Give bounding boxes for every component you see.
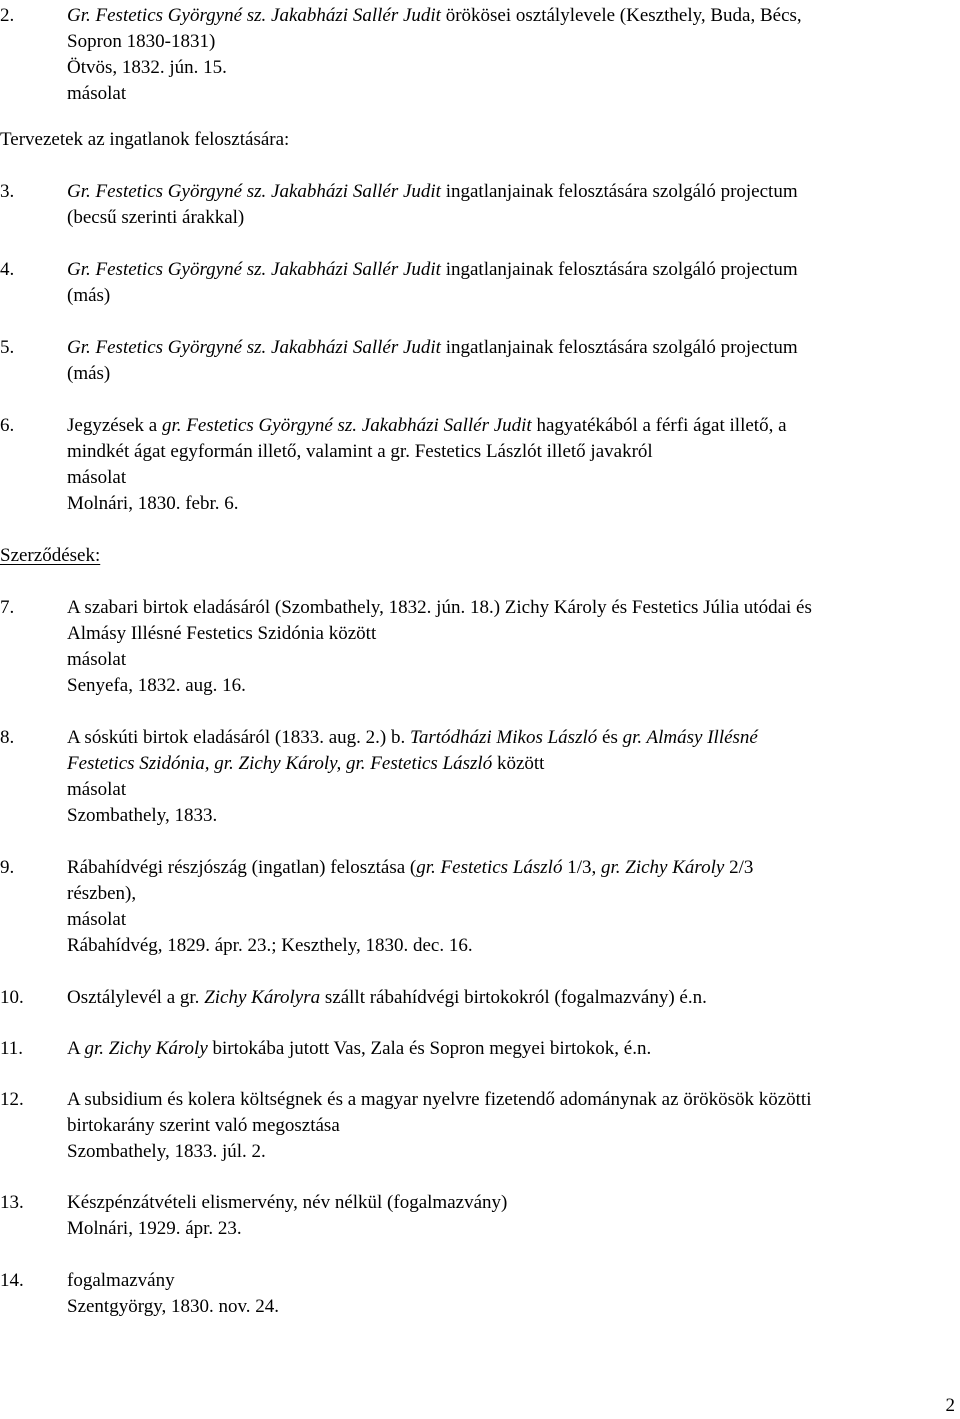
text-segment: Tartódházi Mikos László: [410, 727, 598, 748]
text-segment: birtokába jutott Vas, Zala és Sopron megyei birtokok, é.n.: [207, 1038, 652, 1059]
entry-text: [67, 595, 950, 699]
text-segment: gr. Almásy Illésné: [622, 727, 758, 748]
entry-line: [67, 335, 950, 361]
text-segment: Gr. Festetics Györgyné sz. Jakabházi Sallér Judit: [67, 5, 441, 26]
entry-line: [67, 465, 950, 491]
entry-text: [67, 179, 950, 231]
entry-line: [67, 1190, 950, 1216]
text-segment: mindkét ágat egyformán illető, valamint a gr. Festetics Lászlót illető javakról: [67, 441, 653, 462]
text-segment: Szentgyörgy, 1830. nov. 24.: [67, 1296, 279, 1317]
entry-number: 5.: [0, 337, 15, 358]
text-segment: Készpénzátvételi elismervény, név nélkül (fogalmazvány): [67, 1192, 508, 1213]
entry-line: [67, 673, 950, 699]
entry-text: [67, 413, 950, 517]
text-segment: Gr. Festetics Györgyné sz. Jakabházi Sallér Judit: [67, 181, 441, 202]
text-segment: Szombathely, 1833. júl. 2.: [67, 1141, 266, 1162]
entry-line: [67, 855, 950, 881]
entry-line: [67, 3, 950, 29]
text-segment: örökösei osztálylevele (Keszthely, Buda, Bécs,: [440, 5, 802, 26]
text-segment: Rábahídvég, 1829. ápr. 23.; Keszthely, 1830. dec. 16.: [67, 935, 473, 956]
entry-line: [67, 361, 950, 387]
heading-contracts: Szerződések:: [0, 545, 101, 566]
entry-number: 13.: [0, 1192, 24, 1213]
entry-line: [67, 205, 950, 231]
entry-line: [67, 933, 950, 959]
text-segment: Molnári, 1830. febr. 6.: [67, 493, 239, 514]
entry-number: 12.: [0, 1089, 24, 1110]
text-segment: A subsidium és kolera költségnek és a magyar nyelvre fizetendő adománynak az örökösök közötti: [67, 1089, 812, 1110]
text-segment: gr. Festetics Györgyné sz. Jakabházi Sallér Judit: [161, 415, 532, 436]
entry-text: [67, 855, 950, 959]
entry-number: 7.: [0, 597, 15, 618]
text-segment: 2/3: [724, 857, 754, 878]
text-segment: Festetics Szidónia, gr. Zichy Károly, gr. Festetics László: [67, 753, 493, 774]
text-segment: között: [492, 753, 545, 774]
text-segment: Rábahídvégi részjószág (ingatlan) felosztása (: [67, 857, 417, 878]
entry-line: [67, 647, 950, 673]
text-segment: Gr. Festetics Györgyné sz. Jakabházi Sallér Judit: [67, 259, 441, 280]
entry-text: [67, 1268, 950, 1320]
entry-line: [67, 751, 950, 777]
entry-number: 6.: [0, 415, 15, 436]
entry-number: 3.: [0, 181, 15, 202]
entry-line: [67, 29, 950, 55]
page-number: 2: [945, 1395, 955, 1416]
entry-line: [67, 55, 950, 81]
entry-text: [67, 3, 950, 107]
text-segment: Zichy Károlyra: [204, 987, 321, 1008]
text-segment: Gr. Festetics Györgyné sz. Jakabházi Sallér Judit: [67, 337, 441, 358]
entry-text: [67, 1190, 950, 1242]
entry-line: [67, 491, 950, 517]
entry-number: 2.: [0, 5, 15, 26]
text-segment: szállt rábahídvégi birtokokról (fogalmazvány) é.n.: [320, 987, 707, 1008]
entry-number: 8.: [0, 727, 15, 748]
entry-line: [67, 595, 950, 621]
entry-text: [67, 1087, 950, 1165]
entry-line: [67, 257, 950, 283]
text-segment: Sopron 1830-1831): [67, 31, 216, 52]
entry-line: [67, 621, 950, 647]
entry-line: [67, 1087, 950, 1113]
heading-plans: Tervezetek az ingatlanok felosztására:: [0, 129, 290, 150]
entry-line: [67, 777, 950, 803]
text-segment: A: [67, 1038, 85, 1059]
entry-line: [67, 81, 950, 107]
entry-text: [67, 985, 950, 1011]
entry-line: [67, 907, 950, 933]
text-segment: ingatlanjainak felosztására szolgáló projectum: [440, 181, 798, 202]
entry-line: [67, 1036, 950, 1062]
entry-number: 9.: [0, 857, 15, 878]
entry-number: 4.: [0, 259, 15, 280]
entry-number: 14.: [0, 1270, 24, 1291]
entry-line: [67, 1268, 950, 1294]
entry-text: [67, 335, 950, 387]
text-segment: Molnári, 1929. ápr. 23.: [67, 1218, 242, 1239]
text-segment: A szabari birtok eladásáról (Szombathely, 1832. jún. 18.) Zichy Károly és Festetics Júlia utódai és: [67, 597, 812, 618]
entry-text: [67, 1036, 950, 1062]
text-segment: másolat: [67, 649, 127, 670]
entry-line: [67, 803, 950, 829]
text-segment: gr. Festetics László: [416, 857, 563, 878]
text-segment: A sóskúti birtok eladásáról (1833. aug. 2.) b.: [67, 727, 411, 748]
text-segment: Jegyzések a: [67, 415, 162, 436]
text-segment: (más): [67, 363, 111, 384]
entry-line: [67, 413, 950, 439]
text-segment: Senyefa, 1832. aug. 16.: [67, 675, 246, 696]
text-segment: (becsű szerinti árakkal): [67, 207, 245, 228]
entry-text: [67, 257, 950, 309]
text-segment: másolat: [67, 467, 127, 488]
text-segment: másolat: [67, 909, 127, 930]
text-segment: másolat: [67, 779, 127, 800]
text-segment: másolat: [67, 83, 127, 104]
text-segment: fogalmazvány: [67, 1270, 175, 1291]
entry-line: [67, 283, 950, 309]
entry-line: [67, 725, 950, 751]
text-segment: ingatlanjainak felosztására szolgáló projectum: [440, 259, 798, 280]
entry-number: 10.: [0, 987, 24, 1008]
text-segment: 1/3,: [562, 857, 601, 878]
entry-line: [67, 985, 950, 1011]
text-segment: részben),: [67, 883, 137, 904]
text-segment: Szombathely, 1833.: [67, 805, 218, 826]
entry-line: [67, 1216, 950, 1242]
text-segment: Ötvös, 1832. jún. 15.: [67, 57, 227, 78]
entry-line: [67, 439, 950, 465]
text-segment: és: [597, 727, 623, 748]
text-segment: gr. Zichy Károly: [600, 857, 725, 878]
text-segment: Osztálylevél a gr.: [67, 987, 205, 1008]
entry-line: [67, 1113, 950, 1139]
text-segment: Almásy Illésné Festetics Szidónia között: [67, 623, 377, 644]
entry-number: 11.: [0, 1038, 24, 1059]
text-segment: (más): [67, 285, 111, 306]
text-segment: gr. Zichy Károly: [84, 1038, 208, 1059]
entry-line: [67, 179, 950, 205]
text-segment: hagyatékából a férfi ágat illető, a: [531, 415, 787, 436]
text-segment: ingatlanjainak felosztására szolgáló projectum: [440, 337, 798, 358]
entry-line: [67, 881, 950, 907]
text-segment: birtokarány szerint való megosztása: [67, 1115, 340, 1136]
entry-line: [67, 1139, 950, 1165]
entry-line: [67, 1294, 950, 1320]
entry-text: [67, 725, 950, 829]
